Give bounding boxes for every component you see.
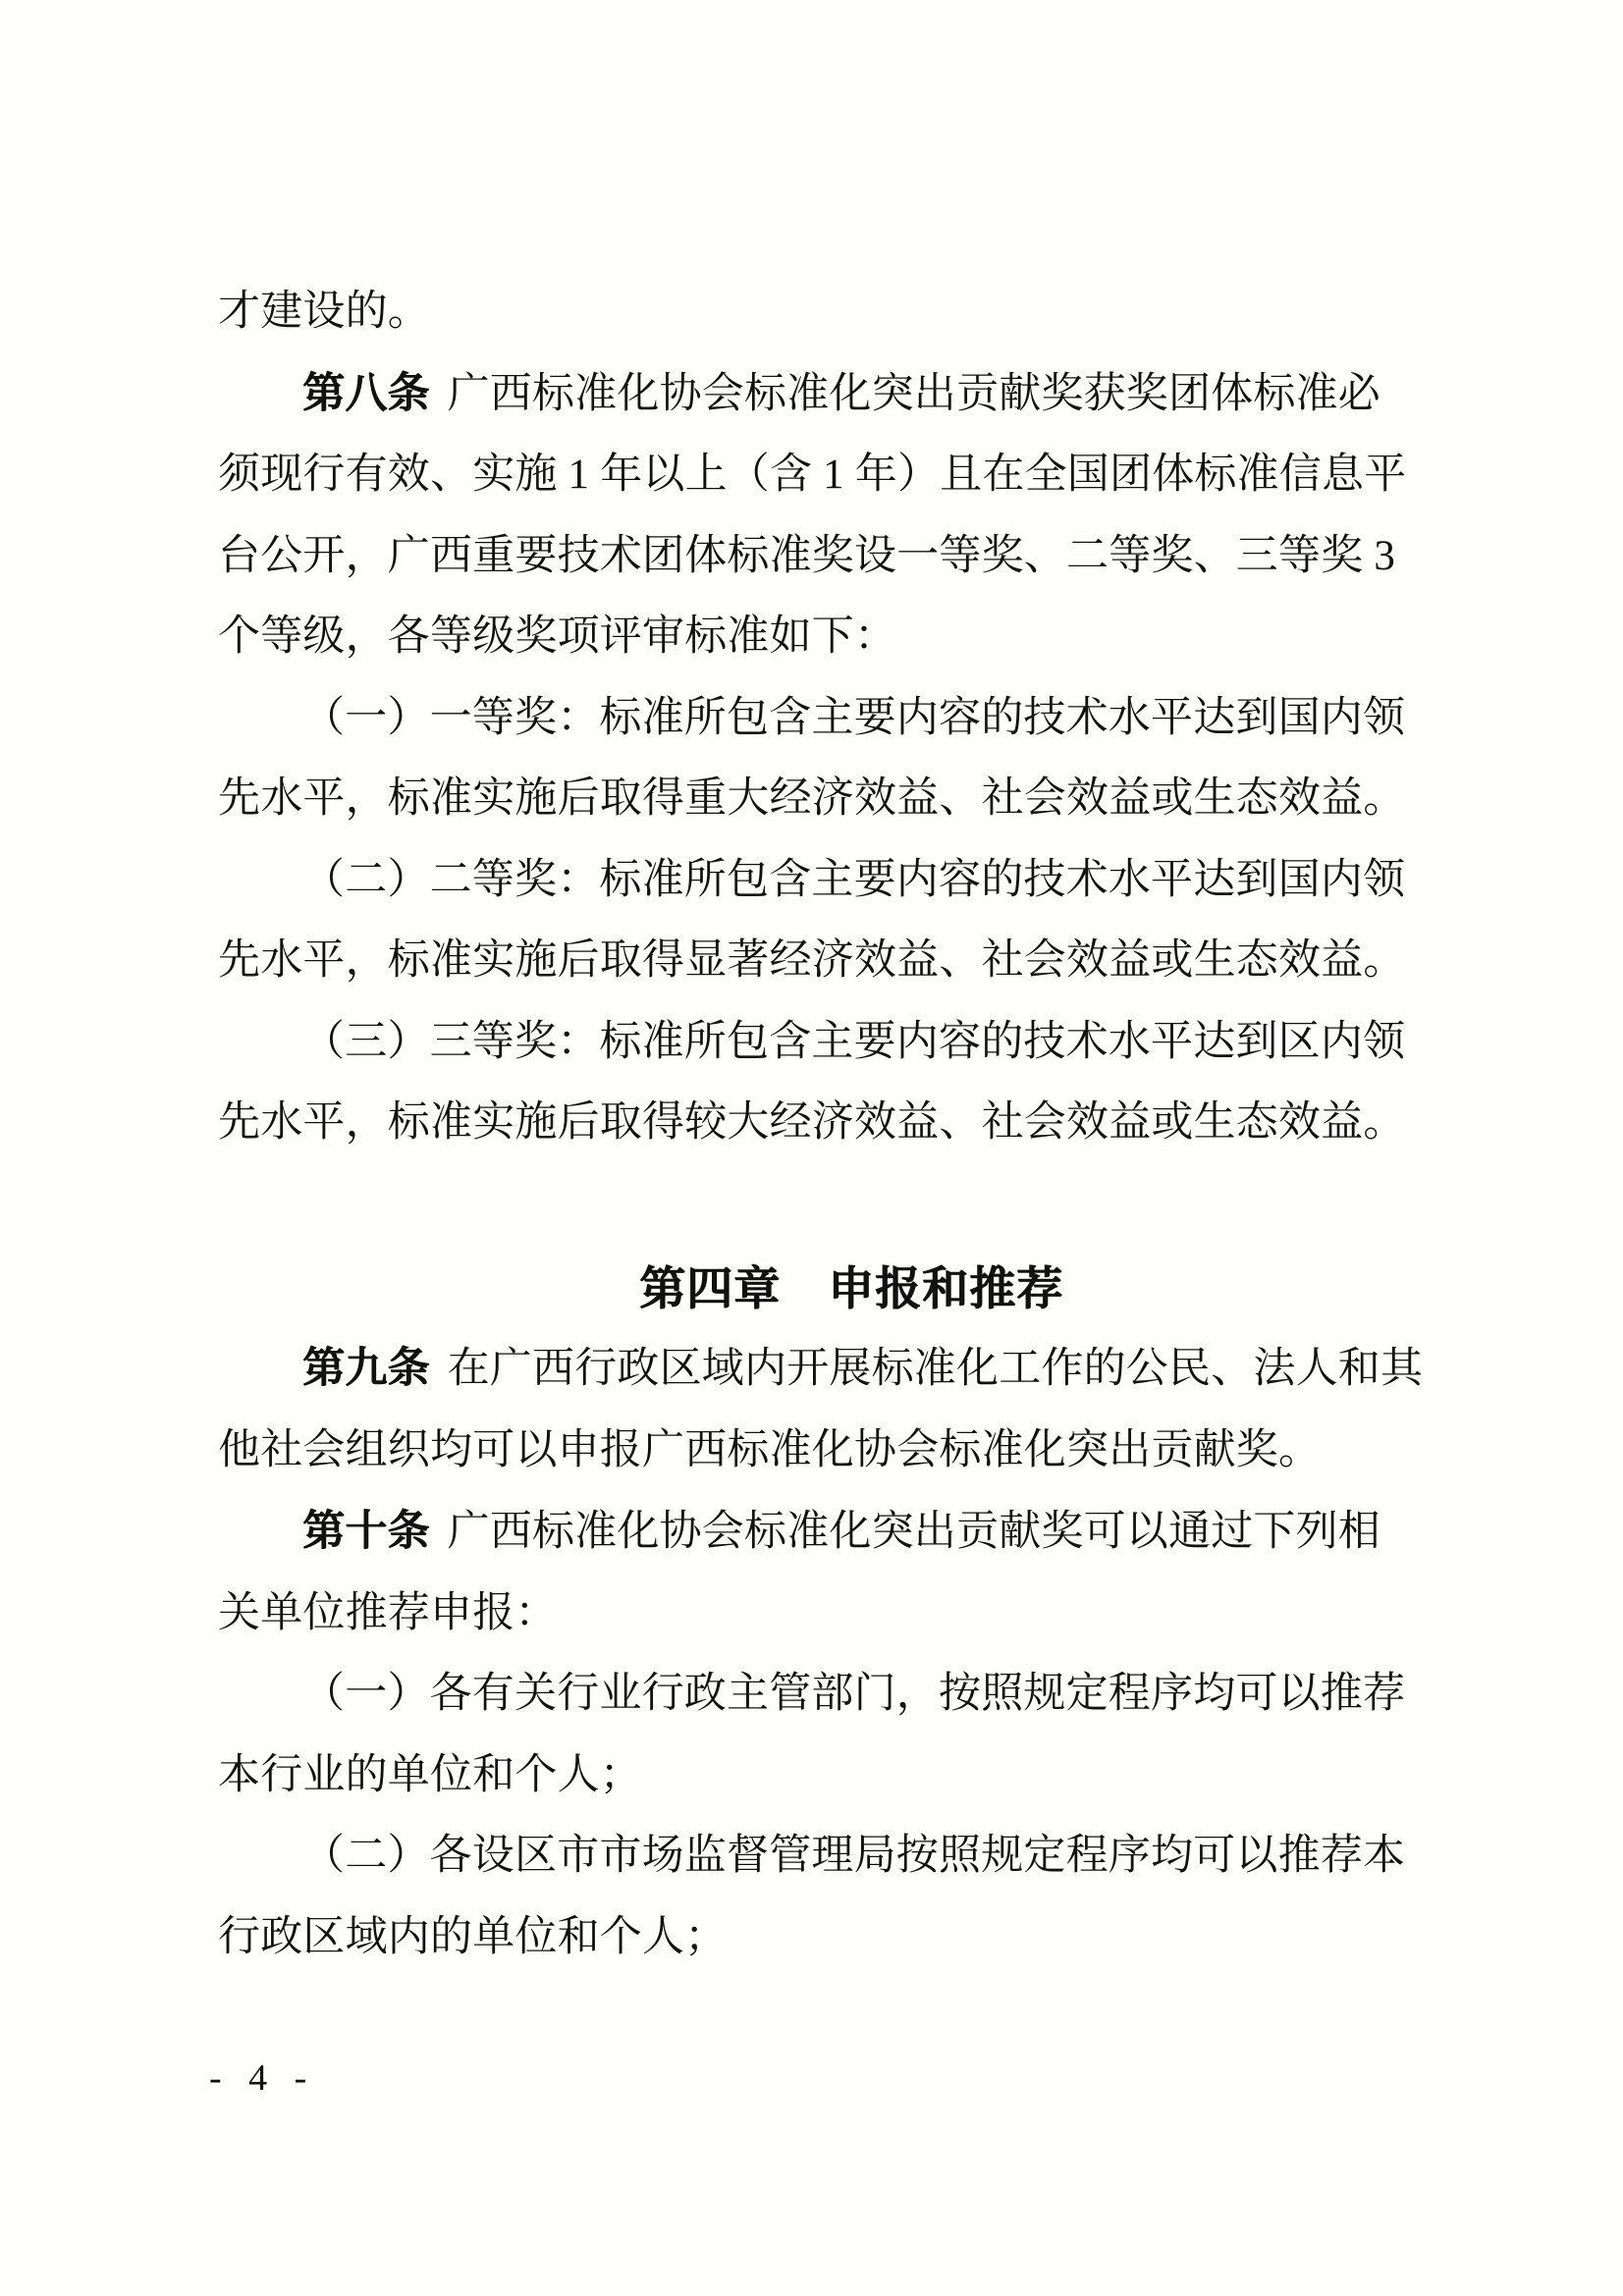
line-text: 个等级，各等级奖项评审标准如下： <box>218 614 897 660</box>
line-text: （二）各设区市市场监督管理局按照规定程序均可以推荐本 <box>302 1833 1406 1879</box>
line-text: 他社会组织均可以申报广西标准化协会标准化突出贡献奖。 <box>218 1426 1322 1473</box>
line-text: 本行业的单位和个人； <box>218 1751 642 1798</box>
text-line <box>218 353 1406 436</box>
text-line <box>218 921 1406 1002</box>
line-text: 台公开，广西重要技术团体标准奖设一等奖、二等奖、三等奖 3 <box>218 532 1396 579</box>
text-line <box>218 1574 1406 1655</box>
line-text: （二）二等奖：标准所包含主要内容的技术水平达到国内领 <box>302 856 1406 903</box>
text-line <box>218 1816 1406 1897</box>
line-text: 先水平，标准实施后取得显著经济效益、社会效益或生态效益。 <box>218 937 1406 984</box>
text-line <box>218 516 1406 598</box>
line-text: 广西标准化协会标准化突出贡献奖获奖团体标准必 <box>447 370 1381 417</box>
line-text: 在广西行政区域内开展标准化工作的公民、法人和其 <box>447 1346 1424 1392</box>
article-number: 第八条 <box>302 369 430 417</box>
line-text: 先水平，标准实施后取得较大经济效益、社会效益或生态效益。 <box>218 1099 1406 1146</box>
article-number: 第九条 <box>302 1345 430 1392</box>
text-line <box>218 1735 1406 1817</box>
text-line <box>218 1897 1406 1979</box>
text-line <box>218 597 1406 678</box>
line-text: 须现行有效、实施 1 年以上（含 1 年）且在全国团体标准信息平 <box>218 452 1407 498</box>
page-number: - 4 - <box>209 2057 316 2099</box>
line-text: （一）各有关行业行政主管部门，按照规定程序均可以推荐 <box>302 1671 1406 1717</box>
line-text: 广西标准化协会标准化突出贡献奖可以通过下列相 <box>447 1509 1381 1555</box>
paragraph-block-top <box>218 272 1406 1164</box>
text-line <box>218 759 1406 840</box>
text-line <box>218 435 1406 516</box>
text-line <box>218 1002 1406 1084</box>
paragraph-block-bottom <box>218 1328 1424 1978</box>
line-text: （一）一等奖：标准所包含主要内容的技术水平达到国内领 <box>302 694 1406 741</box>
line-text: （三）三等奖：标准所包含主要内容的技术水平达到区内领 <box>302 1018 1406 1065</box>
text-line <box>218 1411 1406 1492</box>
text-line <box>218 1083 1406 1164</box>
text-line <box>218 1654 1406 1735</box>
line-text: 行政区域内的单位和个人； <box>218 1913 728 1960</box>
line-text: 才建设的。 <box>218 289 430 335</box>
line-text: 关单位推荐申报： <box>218 1589 558 1636</box>
text-line <box>218 1328 1424 1411</box>
article-number: 第十条 <box>302 1508 430 1555</box>
text-line <box>218 840 1406 922</box>
text-line <box>218 678 1406 760</box>
text-line <box>218 1491 1406 1574</box>
line-text: 先水平，标准实施后取得重大经济效益、社会效益或生态效益。 <box>218 775 1406 822</box>
chapter-heading: 第四章 申报和推荐 <box>639 1262 1063 1314</box>
text-line <box>218 272 1406 353</box>
